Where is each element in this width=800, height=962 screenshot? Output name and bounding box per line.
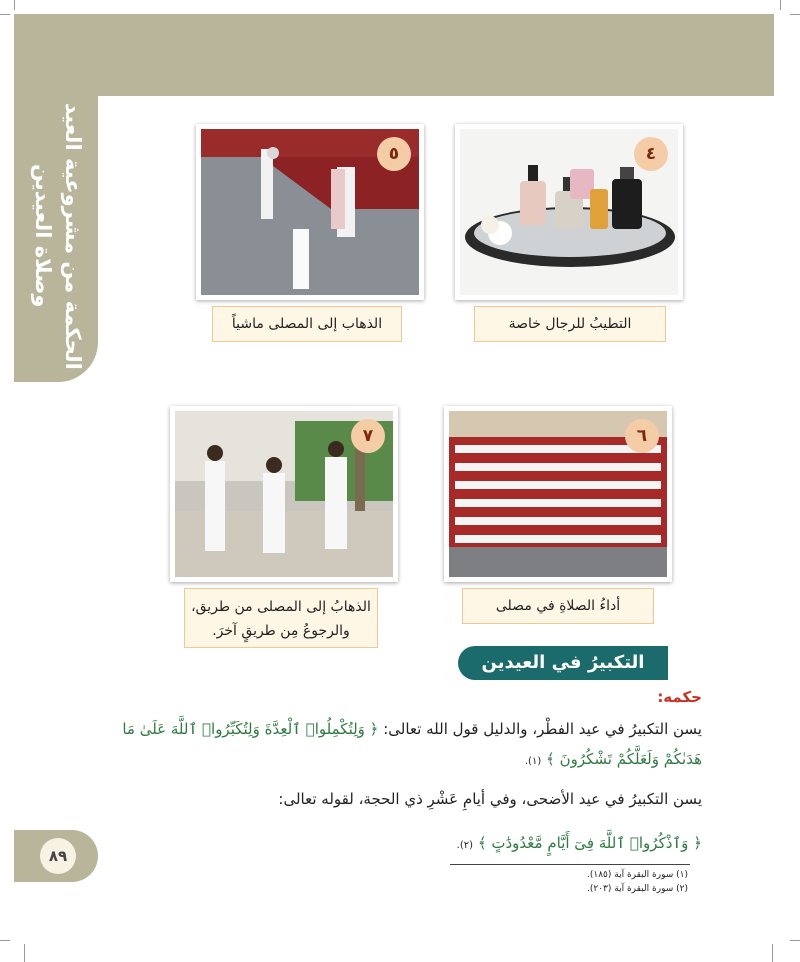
paragraph-fitr-text: يسن التكبيرُ في عيد الفطْر، والدليل قول الله تعالى: bbox=[378, 720, 702, 738]
crop-mark bbox=[790, 14, 800, 15]
number-badge: ٥ bbox=[377, 137, 411, 171]
hikma-label: حكمه: bbox=[657, 688, 702, 706]
page-number-tab bbox=[14, 830, 98, 882]
ayah-fitr: ﴿ وَلِتُكْمِلُوا۟ ٱلْعِدَّةَ وَلِتُكَبِّرُوا۟ ٱللَّهَ عَلَىٰ مَا هَدَىٰكُمْ وَلَعَلَّكُمْ تَشْكُرُونَ ﴾ bbox=[122, 720, 702, 768]
caption-route bbox=[184, 588, 378, 648]
caption-walking: الذهاب إلى المصلى ماشياً bbox=[212, 306, 402, 342]
caption-route-line1: الذهابُ إلى المصلى من طريق، bbox=[191, 599, 371, 615]
crop-mark bbox=[772, 944, 773, 962]
footnote-1: (١) سورة البقرة آية (١٨٥). bbox=[587, 870, 688, 880]
paragraph-ayah-adha bbox=[102, 828, 702, 861]
crop-mark bbox=[790, 940, 800, 941]
ref-2: (٢). bbox=[456, 840, 474, 851]
photo-card-perfume bbox=[455, 124, 683, 300]
route-photo bbox=[175, 411, 393, 577]
paragraph-fitr bbox=[102, 714, 702, 777]
prayer-photo bbox=[449, 411, 667, 577]
walking-photo bbox=[201, 129, 419, 295]
ref-1: (١). bbox=[524, 756, 542, 767]
number-badge: ٧ bbox=[351, 419, 385, 453]
section-title: التكبيرُ في العيدين bbox=[458, 646, 668, 680]
caption-perfume: التطيبُ للرجال خاصة bbox=[474, 306, 666, 342]
perfume-photo bbox=[460, 129, 678, 295]
header-band bbox=[14, 14, 774, 96]
number-badge: ٦ bbox=[625, 419, 659, 453]
crop-mark bbox=[0, 940, 10, 941]
crop-mark bbox=[14, 0, 15, 10]
caption-route-line2: والرجوعُ مِن طريقٍ آخرَ. bbox=[212, 623, 350, 639]
photo-card-prayer bbox=[444, 406, 672, 582]
crop-mark bbox=[780, 0, 781, 10]
page-number: ٨٩ bbox=[40, 838, 76, 874]
paragraph-adha: يسن التكبيرُ في عيد الأضحى، وفي أيامِ عَشْرِ ذي الحجة، لقوله تعالى: bbox=[278, 790, 702, 808]
footnote-rule bbox=[450, 864, 690, 865]
number-badge: ٤ bbox=[634, 137, 668, 171]
photo-card-walking bbox=[196, 124, 424, 300]
photo-card-route bbox=[170, 406, 398, 582]
chapter-title: الحكمة من مشروعية العيد وصلاة العيدين bbox=[31, 102, 85, 370]
footnote-2: (٢) سورة البقرة آية (٢٠٣). bbox=[587, 884, 688, 894]
crop-mark bbox=[24, 944, 25, 962]
crop-mark bbox=[0, 14, 10, 15]
caption-prayer: أداءُ الصلاةِ في مصلى bbox=[462, 588, 654, 624]
ayah-adha: ﴿ وَٱذْكُرُوا۟ ٱللَّهَ فِىٓ أَيَّامٍ مَّعْدُودَٰتٍ ﴾ bbox=[477, 834, 702, 852]
